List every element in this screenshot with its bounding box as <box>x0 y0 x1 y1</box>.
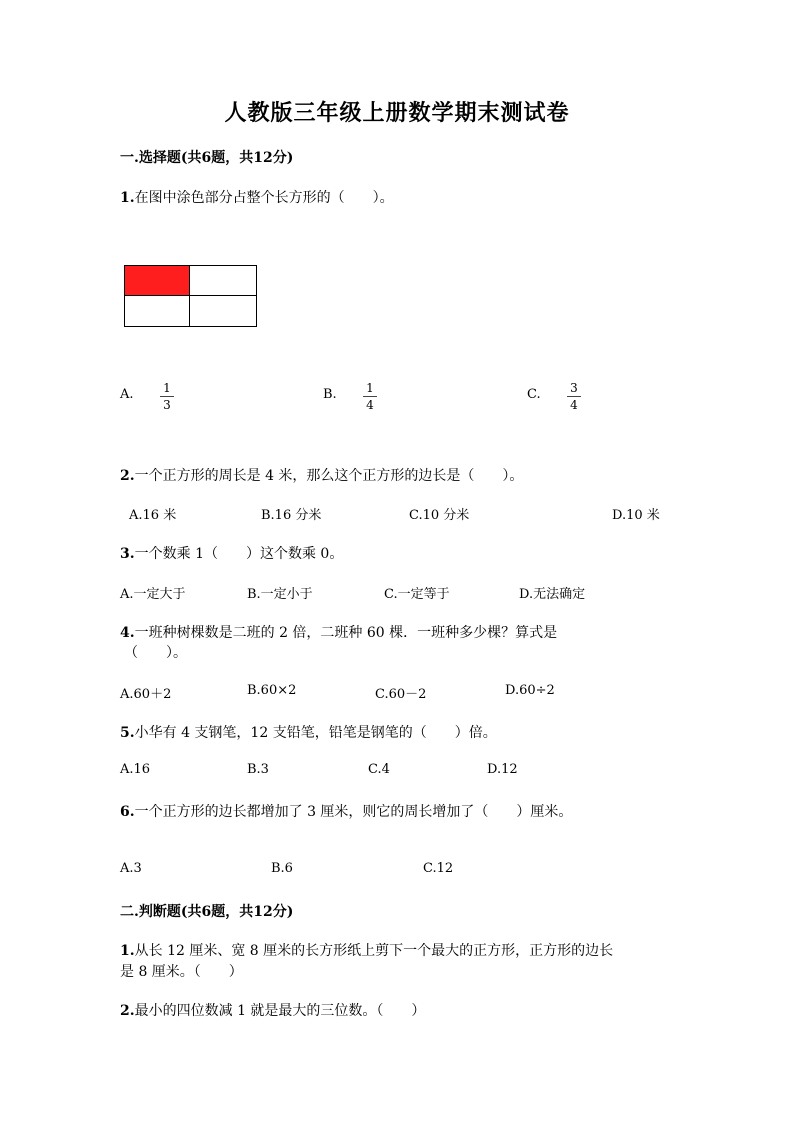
option-a: A.16 <box>120 762 151 777</box>
numerator: 1 <box>366 381 374 395</box>
question-4 <box>120 622 557 642</box>
denominator: 4 <box>366 398 374 412</box>
option-d: D.12 <box>487 762 518 777</box>
section-heading-judgement: 二.判断题(共6题，共12分) <box>120 904 294 920</box>
question-number: 1. <box>120 943 135 959</box>
question-text: 一个正方形的周长是 4 米，那么这个正方形的边长是（ ）。 <box>134 468 524 484</box>
question-number: 2. <box>120 468 135 484</box>
option-a: A. <box>120 387 134 402</box>
section-heading-choice: 一.选择题(共6题，共12分) <box>120 150 294 166</box>
question-text: 在图中涂色部分占整个长方形的（ ）。 <box>134 190 394 206</box>
numerator: 3 <box>570 381 578 395</box>
question-4-continuation: （ ）。 <box>124 645 187 661</box>
denominator: 3 <box>163 398 171 412</box>
option-a: A.16 米 <box>129 508 177 523</box>
fraction-c <box>567 381 581 412</box>
question-text: 一班种树棵数是二班的 2 倍，二班种 60 棵．一班种多少棵？算式是 <box>134 625 558 641</box>
question-6 <box>120 801 572 821</box>
judgement-2 <box>120 1000 425 1020</box>
option-a: A.一定大于 <box>120 587 186 602</box>
question-number: 1. <box>120 190 135 206</box>
option-c: C. <box>527 387 541 402</box>
option-b: B.一定小于 <box>247 587 313 602</box>
question-1 <box>120 187 394 207</box>
rectangle-figure <box>124 265 257 327</box>
option-d: D.无法确定 <box>519 587 586 602</box>
option-d: D.10 米 <box>612 508 660 523</box>
denominator: 4 <box>570 398 578 412</box>
question-text: 小华有 4 支钢笔，12 支铅笔，铅笔是钢笔的（ ）倍。 <box>134 725 497 741</box>
option-c: C.10 分米 <box>409 508 470 523</box>
question-number: 3. <box>120 546 135 562</box>
option-a: A.60＋2 <box>120 687 172 702</box>
fraction-a <box>160 381 174 412</box>
option-c: C.一定等于 <box>384 587 450 602</box>
blank-cell <box>190 266 256 296</box>
option-a: A.3 <box>120 861 142 876</box>
option-d: D.60÷2 <box>505 683 555 698</box>
fraction-b <box>363 381 377 412</box>
numerator: 1 <box>163 381 171 395</box>
question-2 <box>120 465 523 485</box>
judgement-1-continuation: 是 8 厘米。（ ） <box>120 964 243 980</box>
option-c: C.4 <box>368 762 390 777</box>
option-b: B.16 分米 <box>261 508 322 523</box>
option-c: C.12 <box>423 861 454 876</box>
shaded-cell <box>125 266 190 296</box>
question-number: 5. <box>120 725 135 741</box>
blank-cell <box>125 296 190 326</box>
page-title: 人教版三年级上册数学期末测试卷 <box>224 100 570 126</box>
question-5 <box>120 722 497 742</box>
option-b: B.60×2 <box>247 683 297 698</box>
question-number: 4. <box>120 625 135 641</box>
judgement-1 <box>120 940 613 960</box>
question-text: 最小的四位数减 1 就是最大的三位数。（ ） <box>134 1003 426 1019</box>
option-b: B.3 <box>247 762 269 777</box>
question-number: 6. <box>120 804 135 820</box>
question-number: 2. <box>120 1003 135 1019</box>
option-b: B. <box>323 387 337 402</box>
option-b: B.6 <box>271 861 293 876</box>
question-text: 一个数乘 1（ ）这个数乘 0。 <box>134 546 344 562</box>
question-text: 从长 12 厘米、宽 8 厘米的长方形纸上剪下一个最大的正方形，正方形的边长 <box>134 943 614 959</box>
question-text: 一个正方形的边长都增加了 3 厘米，则它的周长增加了（ ）厘米。 <box>134 804 573 820</box>
blank-cell <box>190 296 256 326</box>
question-3 <box>120 543 343 563</box>
option-c: C.60－2 <box>375 687 427 702</box>
